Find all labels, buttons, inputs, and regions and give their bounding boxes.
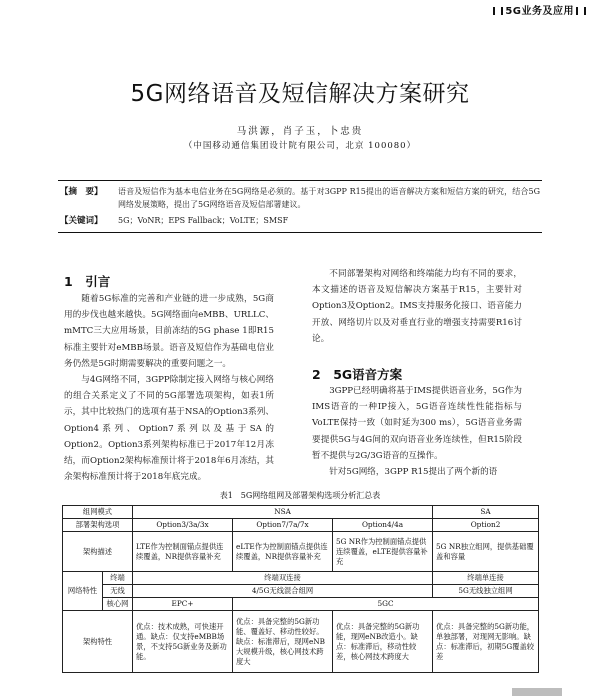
abstract-bottom-rule (58, 232, 542, 233)
table-row (63, 611, 539, 673)
left-column (64, 291, 274, 485)
table-cell: 终端 (103, 572, 133, 585)
section-heading-5g-voice: 2 5G语音方案 (312, 367, 403, 382)
table-row (63, 519, 539, 532)
page-corner-mark (512, 688, 562, 696)
authors: 马洪源，肖子玉，卜忠贵 (236, 126, 364, 137)
table-cell: 5G无线独立组网 (433, 585, 539, 598)
table-cell: 优点：具备完整的5G新功能、覆盖好、移动性较好。缺点：标准滞后，现网eNB大规模升级，核心网技术跨度大 (233, 611, 333, 673)
keywords-label: 【关键词】 (60, 216, 103, 226)
bar-ornament-icon (576, 7, 586, 15)
section-tag-text: 5G业务及应用 (505, 6, 574, 17)
table-cell: 终端双连接 (133, 572, 433, 585)
table-cell: 优点：具备完整的5G新功能，单独部署，对现网无影响。缺点：标准滞后，初期5G覆盖较差 (433, 611, 539, 673)
table-cell: 5G NR作为控制面锚点提供连续覆盖，eLTE提供容量补充 (333, 532, 433, 572)
table-cell: 5GC (233, 598, 539, 611)
table-cell: SA (433, 506, 539, 519)
table-cell: NSA (133, 506, 433, 519)
paragraph: 不同部署架构对网络和终端能力均有不同的要求，本文描述的语音及短信解决方案基于R15，主要针对Option3及Option2。IMS支持服务化接口、语音能力开放、网络切片以及对垂直行业的增强支持需要R16讨论。 (312, 269, 522, 344)
table-cell: Option7/7a/7x (233, 519, 333, 532)
table-cell: 无线 (103, 585, 133, 598)
table-cell: 网络特性 (63, 572, 103, 611)
bar-ornament-icon (493, 7, 503, 15)
table-cell: 核心网 (103, 598, 133, 611)
table-cell: EPC+ (133, 598, 233, 611)
table-cell: 5G NR独立组网，提供基础覆盖和容量 (433, 532, 539, 572)
table-cell: 优点：技术成熟，可快速开通。缺点：仅支持eMBB场景，不支持5G新业务及新功能。 (133, 611, 233, 673)
table-row (63, 506, 539, 519)
table-cell: eLTE作为控制面锚点提供连续覆盖，NR提供容量补充 (233, 532, 333, 572)
paragraph: 针对5G网络，3GPP R15提出了两个新的语 (329, 467, 498, 478)
table-cell: 优点：具备完整的5G新功能，现网eNB改造小。缺点：标准滞后，移动性较差，核心网技术跨度大 (333, 611, 433, 673)
table-row (63, 598, 539, 611)
abstract-label: 【摘 要】 (60, 187, 103, 197)
table-cell: Option4/4a (333, 519, 433, 532)
table-caption: 表1 5G网络组网及部署架构选项分析汇总表 (219, 491, 381, 500)
table-cell: Option3/3a/3x (133, 519, 233, 532)
paper-title: 5G网络语音及短信解决方案研究 (130, 81, 470, 107)
deployment-options-table (62, 505, 539, 673)
table-cell: 架构描述 (63, 532, 133, 572)
table-row (63, 585, 539, 598)
table-row (63, 572, 539, 585)
section-heading-introduction: 1 引言 (64, 274, 111, 289)
table-cell: Option2 (433, 519, 539, 532)
table-cell: LTE作为控制面锚点提供连续覆盖，NR提供容量补充 (133, 532, 233, 572)
abstract-text: 语音及短信作为基本电信业务在5G网络是必须的。基于对3GPP R15提出的语音解决方案和短信方案的研究，结合5G网络发展策略，提出了5G网络语音及短信部署建议。 (118, 187, 540, 209)
table-cell: 架构特性 (63, 611, 133, 673)
table-cell: 4/5G无线混合组网 (133, 585, 433, 598)
paragraph: 3GPP已经明确将基于IMS提供语音业务，5G作为IMS语音的一种IP接入，5G语音连续性性能指标与VoLTE保持一致（如时延为300 ms），5G语音业务需要提供5G与4G间的双向语音业务连续性，但R15阶段暂不提供与2G/3G语音的互操作。 (312, 386, 522, 461)
table-cell: 组网模式 (63, 506, 133, 519)
table-cell: 部署架构选项 (63, 519, 133, 532)
table-row (63, 532, 539, 572)
abstract-top-rule (58, 180, 542, 181)
paragraph: 与4G网络不同，3GPP除制定接入网络与核心网络的组合关系定义了不同的5G部署选项架构，如表1所示，其中比较热门的选项有基于NSA的Option3系列、Option4系列、Option7系列以及基于SA的Option2。Option3系列架构标准已于2017年12月冻结，而Option2架构标准预计将于2018年6月冻结，其余架构标准预计将于2018年底完成。 (64, 375, 274, 483)
right-column-top (312, 266, 522, 347)
paragraph: 随着5G标准的完善和产业链的进一步成熟，5G商用的步伐也越来越快。5G网络面向eMBB、URLLC、mMTC三大应用场景，目前冻结的5G phase 1即R15标准主要针对eMBB场景。语音及短信作为基础电信业务仍然是5G时期需要解决的重要问题之一。 (64, 294, 274, 369)
journal-section-tag (491, 2, 588, 17)
keywords-text: 5G；VoNR；EPS Fallback；VoLTE；SMSF (118, 216, 289, 225)
right-column-bottom (312, 383, 522, 480)
affiliation: （中国移动通信集团设计院有限公司，北京 100080） (183, 141, 417, 151)
table-cell: 终端单连接 (433, 572, 539, 585)
